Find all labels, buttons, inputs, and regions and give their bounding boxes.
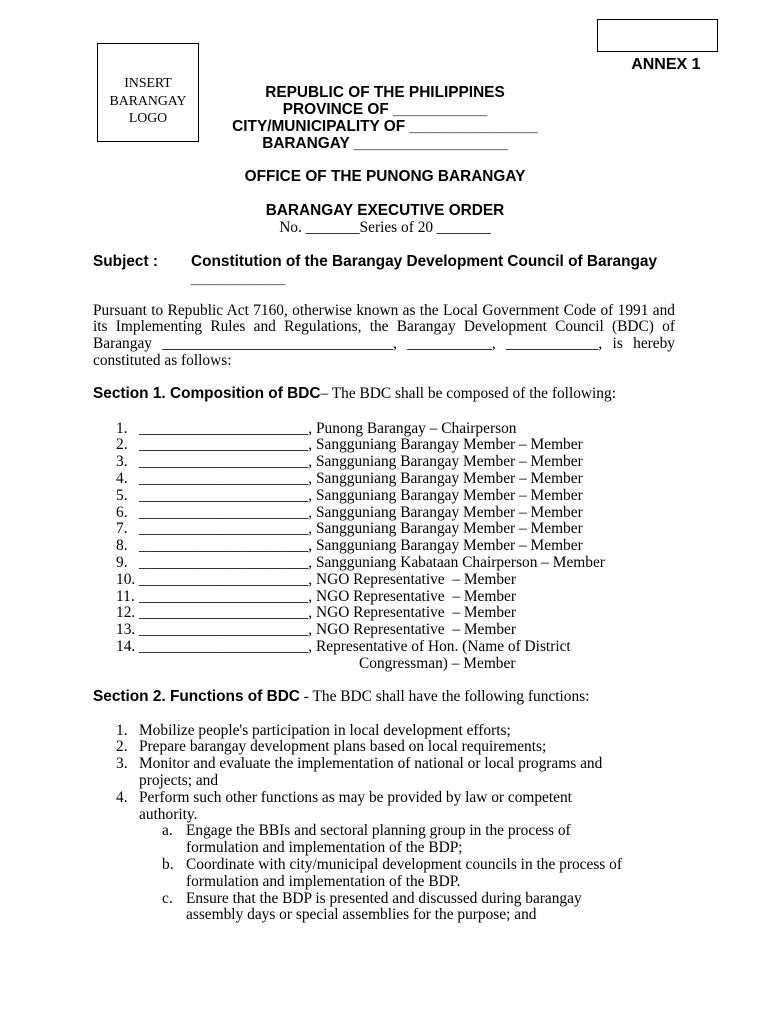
logo-placeholder-line: BARANGAY (109, 92, 187, 108)
list-number: 2. (116, 436, 128, 454)
subfunction-text: Coordinate with city/municipal development councils in the process of (186, 855, 622, 873)
member-entry: ______________________, Sangguniang Kabataan Chairperson – Member (139, 553, 605, 571)
member-entry: ______________________, Sangguniang Barangay Member – Member (139, 537, 583, 555)
subject-blank: ___________ (191, 269, 286, 287)
subfunction-text: Engage the BBIs and sectoral planning group in the process of (186, 822, 571, 840)
function-text: Perform such other functions as may be provided by law or competent (139, 788, 572, 806)
list-number: 13. (116, 621, 136, 639)
section1-heading: Section 1. Composition of BDC (93, 384, 321, 402)
list-item (0, 538, 768, 555)
list-item (0, 589, 768, 606)
intro-paragraph (93, 303, 675, 370)
list-item (0, 639, 768, 656)
header-office: OFFICE OF THE PUNONG BARANGAY (244, 167, 526, 185)
paragraph-line: Barangay ______________________________, ___________, ____________, is hereby (93, 335, 675, 353)
annex-label: ANNEX 1 (631, 56, 701, 73)
list-item (0, 605, 768, 622)
sublist-item (0, 823, 768, 840)
list-number: 8. (116, 537, 128, 555)
bdc-composition-list (0, 421, 768, 673)
logo-placeholder-line: INSERT (124, 75, 172, 90)
list-number: 11. (116, 587, 135, 605)
function-text: Mobilize people's participation in local development efforts; (139, 721, 511, 739)
list-number: 6. (116, 503, 128, 521)
member-entry: ______________________, Sangguniang Barangay Member – Member (139, 520, 583, 538)
section2-lead: - The BDC shall have the following functions: (299, 687, 590, 705)
member-entry: ______________________, Sangguniang Barangay Member – Member (139, 503, 583, 521)
member-entry: ______________________, Representative of Hon. (Name of District (139, 637, 571, 655)
section1-title-line (93, 386, 616, 403)
list-item-continuation (0, 807, 768, 824)
function-text: projects; and (139, 771, 219, 789)
list-item (0, 454, 768, 471)
header-city-municipality: CITY/MUNICIPALITY OF _______________ (232, 117, 538, 135)
function-text: Monitor and evaluate the implementation of national or local programs and (139, 755, 603, 773)
list-item (0, 505, 768, 522)
annex-label-box (597, 19, 718, 73)
list-number: 1. (116, 419, 128, 437)
member-entry: ______________________, NGO Representative – Member (139, 621, 517, 639)
section2-heading: Section 2. Functions of BDC (93, 687, 300, 705)
member-entry: ______________________, Sangguniang Barangay Member – Member (139, 469, 583, 487)
header-barangay: BARANGAY __________________ (262, 134, 508, 152)
sublist-letter: b. (162, 855, 174, 873)
list-item-continuation (0, 773, 768, 790)
list-item (0, 739, 768, 756)
member-entry: ______________________, NGO Representative – Member (139, 604, 517, 622)
subfunction-text: formulation and implementation of the BDP. (186, 872, 461, 890)
sublist-letter: a. (162, 822, 173, 840)
list-number: 4. (116, 469, 128, 487)
member-entry: ______________________, Sangguniang Barangay Member – Member (139, 436, 583, 454)
list-item (0, 723, 768, 740)
list-item (0, 421, 768, 438)
list-number: 14. (116, 637, 136, 655)
logo-placeholder-line: LOGO (128, 110, 168, 125)
member-entry: ______________________, Punong Barangay – Chairperson (139, 419, 517, 437)
subject-text: Constitution of the Barangay Development Council of Barangay (191, 252, 658, 270)
sublist-item (0, 857, 768, 874)
function-text: authority. (139, 805, 198, 823)
list-number: 4. (116, 788, 128, 806)
list-number: 9. (116, 553, 128, 571)
list-number: 12. (116, 604, 136, 622)
member-entry: ______________________, Sangguniang Barangay Member – Member (139, 486, 583, 504)
member-entry: ______________________, NGO Representative – Member (139, 570, 517, 588)
sublist-letter: c. (162, 889, 173, 907)
member-entry: ______________________, NGO Representative – Member (139, 587, 517, 605)
list-item-continuation (0, 656, 768, 673)
list-item (0, 622, 768, 639)
list-item (0, 756, 768, 773)
list-item (0, 521, 768, 538)
list-item (0, 437, 768, 454)
list-number: 10. (116, 570, 136, 588)
member-entry-continuation: Congressman) – Member (359, 654, 516, 672)
list-number: 5. (116, 486, 128, 504)
paragraph-line: Pursuant to Republic Act 7160, otherwise known as the Local Government Code of 1991 and (93, 301, 675, 319)
list-item (0, 471, 768, 488)
section1-lead: – The BDC shall be composed of the following: (320, 384, 616, 402)
list-number: 1. (116, 721, 128, 739)
list-number: 7. (116, 520, 128, 538)
subfunction-text: assembly days or special assemblies for the purpose; and (186, 906, 537, 924)
subject-label: Subject : (93, 252, 158, 270)
list-item (0, 488, 768, 505)
list-item (0, 555, 768, 572)
sublist-item-continuation (0, 907, 768, 924)
list-number: 3. (116, 453, 128, 471)
list-number: 2. (116, 738, 128, 756)
sublist-item (0, 891, 768, 908)
section2-title-line (93, 689, 589, 706)
sublist-item-continuation (0, 840, 768, 857)
list-item (0, 790, 768, 807)
order-number-line: No. _______Series of 20 _______ (279, 218, 491, 236)
list-number: 3. (116, 755, 128, 773)
subfunction-text: Ensure that the BDP is presented and discussed during barangay (186, 889, 582, 907)
document-type-title: BARANGAY EXECUTIVE ORDER (265, 201, 505, 219)
function-text: Prepare barangay development plans based on local requirements; (139, 738, 547, 756)
sublist-item-continuation (0, 874, 768, 891)
header-country: REPUBLIC OF THE PHILIPPINES (265, 83, 505, 101)
subfunction-text: formulation and implementation of the BDP; (186, 839, 463, 857)
paragraph-line: constituted as follows: (93, 351, 232, 369)
header-province: PROVINCE OF ___________ (282, 100, 488, 118)
list-item (0, 572, 768, 589)
member-entry: ______________________, Sangguniang Barangay Member – Member (139, 453, 583, 471)
bdc-functions-list (0, 723, 768, 925)
paragraph-line: its Implementing Rules and Regulations, the Barangay Development Council (BDC) of (93, 318, 675, 336)
